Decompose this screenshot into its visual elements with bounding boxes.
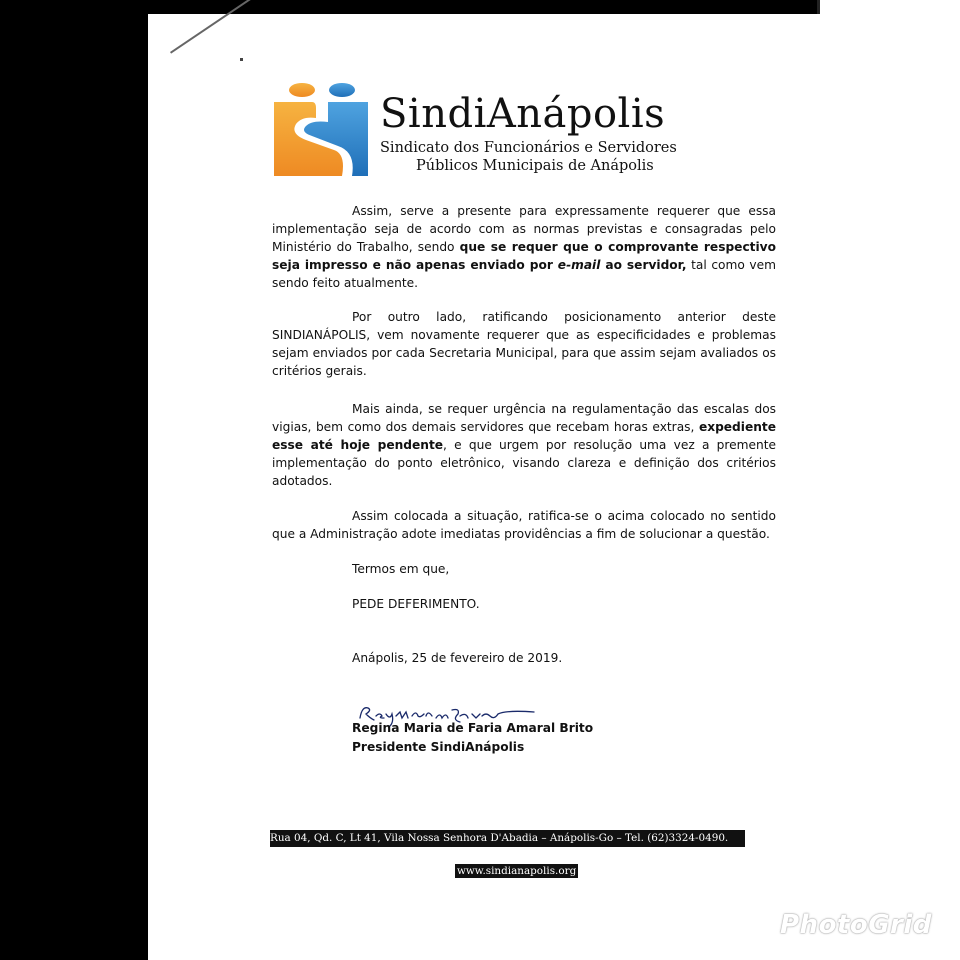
paragraph-4 bbox=[272, 507, 776, 543]
signatory-role: Presidente SindiAnápolis bbox=[352, 740, 525, 754]
sindianapolis-logo-icon bbox=[272, 82, 370, 176]
paragraph-1-email: e-mail bbox=[557, 258, 601, 272]
closing-pede-deferimento: PEDE DEFERIMENTO. bbox=[352, 597, 480, 611]
brand-subtitle-line2: Públicos Municipais de Anápolis bbox=[416, 158, 654, 174]
paragraph-1-bold: que se requer que o comprovante respectivo seja impresso e não apenas enviado por bbox=[272, 240, 776, 272]
photogrid-watermark: PhotoGrid bbox=[780, 910, 932, 940]
paragraph-3 bbox=[272, 400, 776, 490]
paragraph-1-bold-end: ao servidor, bbox=[600, 258, 687, 272]
footer-address bbox=[270, 830, 745, 847]
paragraph-1-text: Assim, serve a presente para expressamente requerer que essa implementação seja de acordo com as normas previstas e consagradas pelo Ministério do Trabalho, sendo bbox=[272, 204, 776, 254]
photo-border-top bbox=[148, 0, 820, 14]
photo-border-shadow bbox=[817, 0, 820, 14]
closing-termos: Termos em que, bbox=[352, 562, 450, 576]
paragraph-1 bbox=[272, 202, 776, 292]
paragraph-4-text: Assim colocada a situação, ratifica-se o acima colocado no sentido que a Administração adote imediatas providências a fim de solucionar a questão. bbox=[272, 509, 776, 541]
brand-subtitle-line1: Sindicato dos Funcionários e Servidores bbox=[380, 140, 677, 156]
paragraph-1-tail: tal como vem sendo feito atualmente. bbox=[272, 258, 776, 290]
paragraph-2 bbox=[272, 308, 776, 380]
paragraph-3-bold: expediente esse até hoje pendente bbox=[272, 420, 776, 452]
paragraph-2-text: Por outro lado, ratificando posicionamento anterior deste SINDIANÁPOLIS, vem novamente requerer que as especificidades e problemas sejam enviados por cada Secretaria Municipal, para que assim sejam avaliados os critérios gerais. bbox=[272, 310, 776, 378]
footer-website: www.sindianapolis.org bbox=[457, 865, 577, 877]
letter-date: Anápolis, 25 de fevereiro de 2019. bbox=[352, 651, 563, 665]
paragraph-3-tail: , e que urgem por resolução uma vez a premente implementação do ponto eletrônico, visando clareza e definição dos critérios adotados. bbox=[272, 438, 776, 488]
footer-address-text: Rua 04, Qd. C, Lt 41, Vila Nossa Senhora D'Abadia – Anápolis-Go – Tel. (62)3324-0490. bbox=[270, 832, 729, 844]
page-speck bbox=[240, 58, 243, 61]
paragraph-3-text: Mais ainda, se requer urgência na regulamentação das escalas dos vigias, bem como dos demais servidores que recebam horas extras, bbox=[272, 402, 776, 434]
signatory-name: Regina Maria de Faria Amaral Brito bbox=[352, 721, 594, 735]
photo-border-left bbox=[0, 0, 148, 960]
brand-name: SindiAnápolis bbox=[380, 91, 666, 137]
